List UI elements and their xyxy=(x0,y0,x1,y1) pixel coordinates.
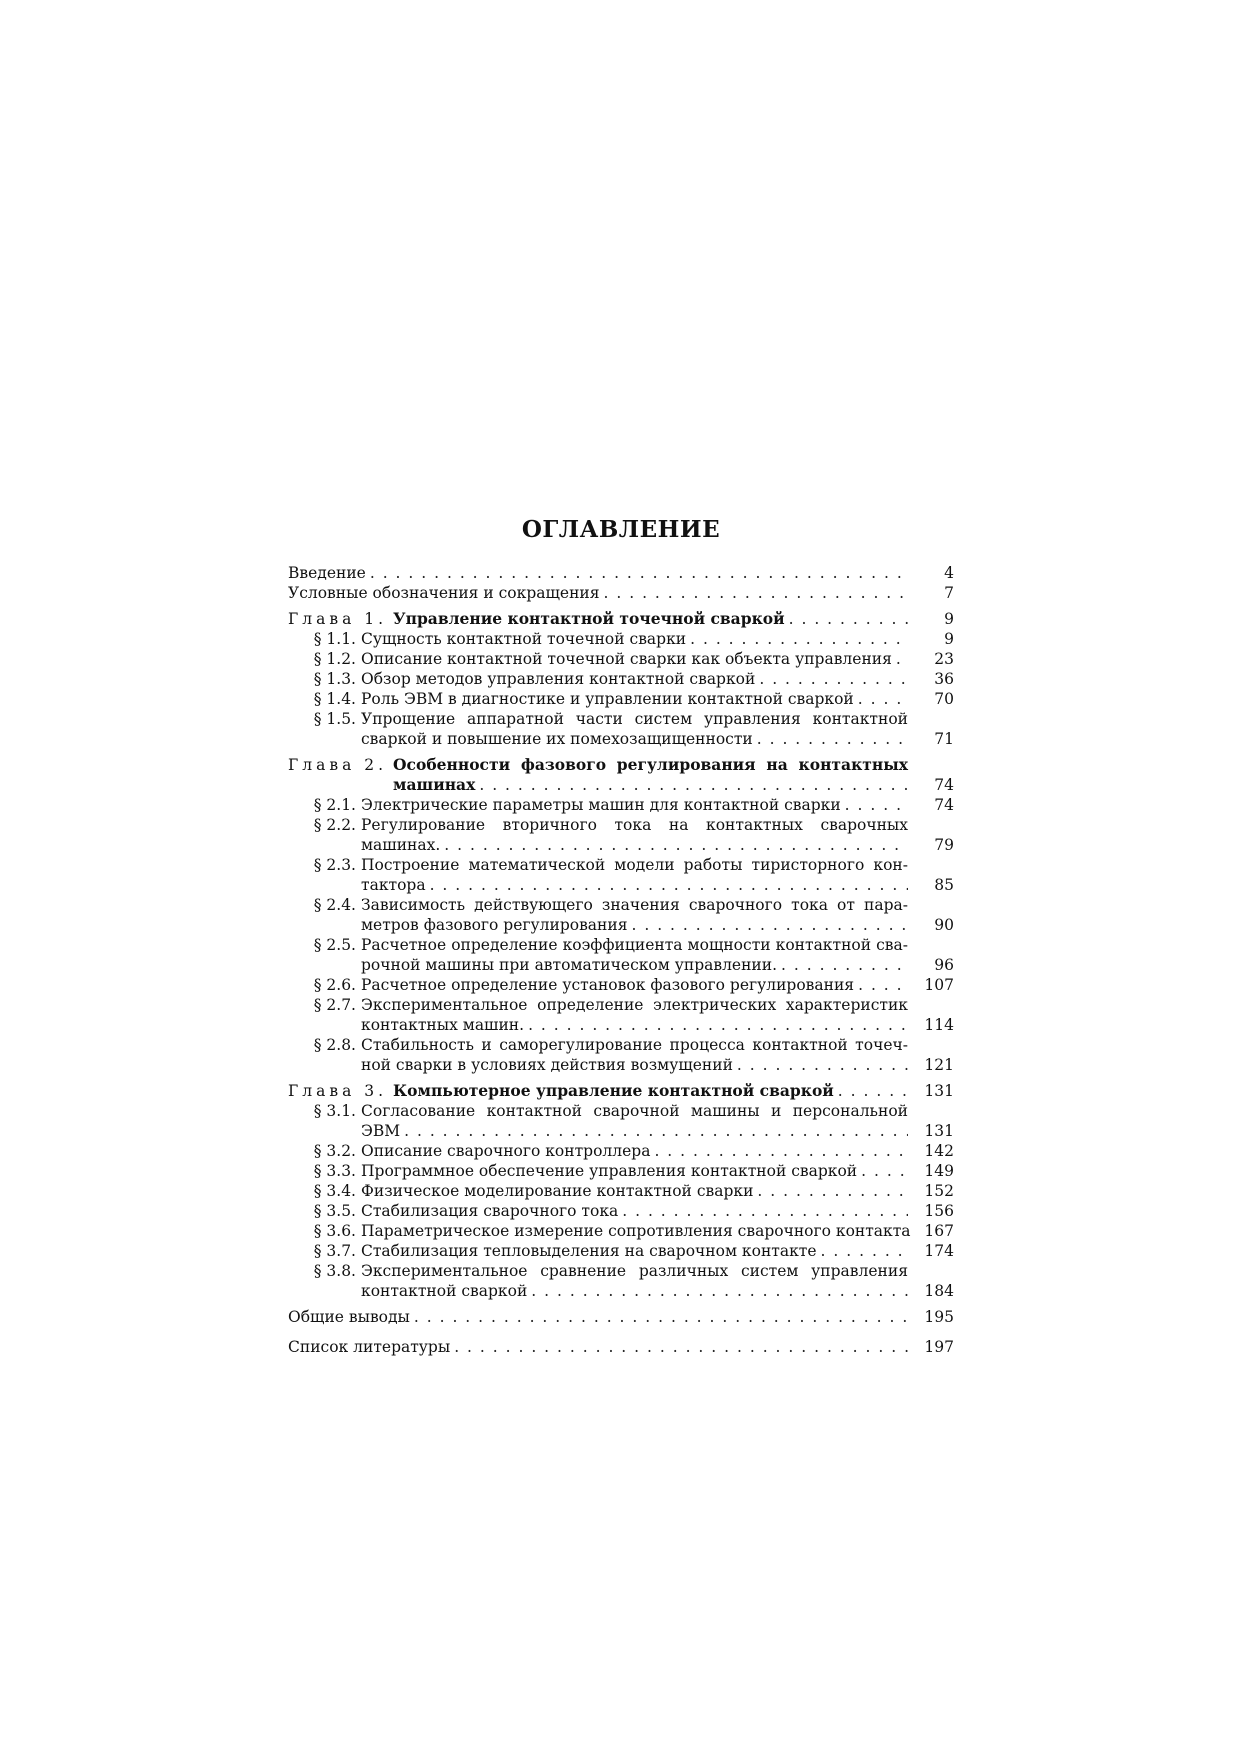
section-title xyxy=(361,855,908,895)
section-page-number: 90 xyxy=(934,916,954,934)
section-number: § 2.3. xyxy=(313,856,356,874)
chapter-entry xyxy=(288,755,954,795)
section-lead xyxy=(310,629,908,649)
section-title xyxy=(361,629,908,649)
section-entry xyxy=(288,815,954,855)
section-number: § 2.5. xyxy=(313,936,356,954)
leader-dots xyxy=(426,875,908,895)
section-title xyxy=(361,1141,908,1161)
section-title-last-line xyxy=(361,649,908,669)
chapter-title-last-line xyxy=(393,1081,908,1101)
section-title-last-line xyxy=(361,875,908,895)
section-number: § 3.2. xyxy=(313,1142,356,1160)
section-lead xyxy=(310,1161,908,1181)
section-entry xyxy=(288,1161,954,1181)
section-page-number: 79 xyxy=(934,836,954,854)
section-entry xyxy=(288,649,954,669)
back-entry-title-last-line xyxy=(288,1337,908,1357)
chapter-page-number: 9 xyxy=(944,610,954,628)
section-page-number: 85 xyxy=(934,876,954,894)
section-lead xyxy=(310,1101,908,1141)
section-title xyxy=(361,1181,908,1201)
section-title-line: контактной сваркой xyxy=(361,1282,528,1300)
section-title-last-line xyxy=(361,975,908,995)
section-title-last-line xyxy=(361,915,908,935)
section-entry xyxy=(288,1241,954,1261)
toc-entries xyxy=(288,563,954,1357)
section-title-line: Построение математической модели работы тиристорного кон- xyxy=(361,856,908,874)
section-page-number: 156 xyxy=(924,1202,954,1220)
back-entry-page-number: 195 xyxy=(924,1308,954,1326)
section-page-number: 74 xyxy=(934,796,954,814)
section-title-line: тактора xyxy=(361,876,426,894)
leader-dots xyxy=(527,1281,908,1301)
section-page-number: 70 xyxy=(934,690,954,708)
leader-dots xyxy=(854,689,908,709)
section-title-line: ЭВМ xyxy=(361,1122,401,1140)
chapter-page-number: 74 xyxy=(934,776,954,794)
section-number: § 3.6. xyxy=(313,1222,356,1240)
section-title xyxy=(361,975,908,995)
section-title xyxy=(361,995,908,1035)
back-entry-lead xyxy=(288,1307,908,1327)
section-lead xyxy=(310,995,908,1035)
section-page-number: 96 xyxy=(934,956,954,974)
section-page-number: 174 xyxy=(924,1242,954,1260)
leader-dots xyxy=(440,835,908,855)
leader-dots xyxy=(410,1307,908,1327)
section-entry xyxy=(288,1101,954,1141)
section-number: § 3.4. xyxy=(313,1182,356,1200)
back-entry-title-line: Общие выводы xyxy=(288,1308,410,1326)
chapter-label: Глава 3. xyxy=(288,1082,388,1100)
section-entry xyxy=(288,795,954,815)
section-page-number: 167 xyxy=(924,1222,954,1240)
section-page-number: 9 xyxy=(944,630,954,648)
section-lead xyxy=(310,1241,908,1261)
section-title xyxy=(361,795,908,815)
back-entry-title-line: Список литературы xyxy=(288,1338,451,1356)
front-entry xyxy=(288,563,954,583)
chapter-label: Глава 2. xyxy=(288,756,388,774)
section-entry xyxy=(288,1261,954,1301)
section-title xyxy=(361,815,908,855)
chapter-lead xyxy=(288,755,908,795)
section-title-last-line xyxy=(361,1281,908,1301)
section-title xyxy=(361,1161,908,1181)
section-title-line: Роль ЭВМ в диагностике и управлении контактной сваркой xyxy=(361,690,854,708)
leader-dots xyxy=(618,1201,908,1221)
leader-dots xyxy=(600,583,908,603)
section-number: § 2.1. xyxy=(313,796,356,814)
front-entry-title xyxy=(288,583,908,603)
section-lead xyxy=(310,1261,908,1301)
section-entry xyxy=(288,895,954,935)
section-title-last-line xyxy=(361,1201,908,1221)
section-title xyxy=(361,935,908,975)
section-title-line: Электрические параметры машин для контактной сварки xyxy=(361,796,841,814)
leader-dots xyxy=(785,609,908,629)
section-page-number: 131 xyxy=(924,1122,954,1140)
leader-dots xyxy=(450,1337,908,1357)
section-lead xyxy=(310,815,908,855)
section-title-line: сваркой и повышение их помехозащищенности xyxy=(361,730,753,748)
section-title-line: Стабилизация тепловыделения на сварочном контакте xyxy=(361,1242,817,1260)
leader-dots xyxy=(686,629,908,649)
chapter-title-line: Управление контактной точечной сваркой xyxy=(393,609,785,628)
leader-dots xyxy=(475,775,908,795)
section-title-line: Экспериментальное сравнение различных систем управления xyxy=(361,1262,908,1280)
section-page-number: 107 xyxy=(924,976,954,994)
section-lead xyxy=(310,689,908,709)
chapter-entry xyxy=(288,1081,954,1101)
section-title-last-line xyxy=(361,669,908,689)
section-title-line: метров фазового регулирования xyxy=(361,916,628,934)
chapter-title xyxy=(393,609,908,629)
section-title-line: Расчетное определение установок фазового регулирования xyxy=(361,976,855,994)
section-title-line: ной сварки в условиях действия возмущений xyxy=(361,1056,733,1074)
section-number: § 2.7. xyxy=(313,996,356,1014)
section-title xyxy=(361,1261,908,1301)
section-page-number: 184 xyxy=(924,1282,954,1300)
front-entry-title-last-line xyxy=(288,563,908,583)
leader-dots xyxy=(627,915,908,935)
section-page-number: 152 xyxy=(924,1182,954,1200)
section-lead xyxy=(310,709,908,749)
section-number: § 3.8. xyxy=(313,1262,356,1280)
section-title xyxy=(361,895,908,935)
leader-dots xyxy=(857,1161,908,1181)
section-title-last-line xyxy=(361,795,908,815)
section-number: § 2.8. xyxy=(313,1036,356,1054)
section-title-line: Программное обеспечение управления контактной сваркой xyxy=(361,1162,858,1180)
section-title xyxy=(361,1101,908,1141)
section-title-line: Упрощение аппаратной части систем управления контактной xyxy=(361,710,908,728)
leader-dots xyxy=(892,649,908,669)
chapter-page-number: 131 xyxy=(924,1082,954,1100)
section-title-last-line xyxy=(361,1121,908,1141)
section-title-last-line xyxy=(361,729,908,749)
section-entry xyxy=(288,629,954,649)
section-entry xyxy=(288,709,954,749)
section-number: § 2.6. xyxy=(313,976,356,994)
section-title-line: Физическое моделирование контактной сварки xyxy=(361,1182,754,1200)
back-entry-lead xyxy=(288,1337,908,1357)
section-number: § 2.2. xyxy=(313,816,356,834)
leader-dots xyxy=(753,1181,908,1201)
section-title-last-line xyxy=(361,1241,908,1261)
chapter-title-line: Компьютерное управление контактной сваркой xyxy=(393,1081,834,1100)
section-title-last-line xyxy=(361,835,908,855)
section-title xyxy=(361,1221,911,1241)
leader-dots xyxy=(733,1055,908,1075)
section-lead xyxy=(310,855,908,895)
section-title-line: рочной машины при автоматическом управлении. xyxy=(361,956,778,974)
leader-dots xyxy=(777,955,908,975)
section-title-last-line xyxy=(361,955,908,975)
section-entry xyxy=(288,995,954,1035)
chapter-title xyxy=(393,755,908,795)
front-entry-title-last-line xyxy=(288,583,908,603)
leader-dots xyxy=(366,563,908,583)
section-title xyxy=(361,669,908,689)
section-number: § 1.4. xyxy=(313,690,356,708)
section-title-line: Сущность контактной точечной сварки xyxy=(361,630,687,648)
leader-dots xyxy=(854,975,908,995)
section-number: § 3.1. xyxy=(313,1102,356,1120)
section-page-number: 71 xyxy=(934,730,954,748)
section-page-number: 36 xyxy=(934,670,954,688)
section-entry xyxy=(288,1221,954,1241)
section-title-last-line xyxy=(361,689,908,709)
leader-dots xyxy=(524,1015,908,1035)
chapter-title xyxy=(393,1081,908,1101)
leader-dots xyxy=(400,1121,908,1141)
section-title xyxy=(361,1241,908,1261)
section-title-line: Регулирование вторичного тока на контактных сварочных xyxy=(361,816,908,834)
section-number: § 3.7. xyxy=(313,1242,356,1260)
section-number: § 1.5. xyxy=(313,710,356,728)
leader-dots xyxy=(650,1141,908,1161)
chapter-title-last-line xyxy=(393,775,908,795)
section-entry xyxy=(288,669,954,689)
leader-dots xyxy=(755,669,908,689)
section-title-line: Согласование контактной сварочной машины и персональной xyxy=(361,1102,908,1120)
table-of-contents xyxy=(288,516,954,1357)
front-entry xyxy=(288,583,954,603)
chapter-title-last-line xyxy=(393,609,908,629)
section-entry xyxy=(288,855,954,895)
section-lead xyxy=(310,1035,908,1075)
section-lead xyxy=(310,975,908,995)
section-number: § 1.3. xyxy=(313,670,356,688)
section-title-line: Расчетное определение коэффициента мощности контактной сва- xyxy=(361,936,908,954)
section-page-number: 114 xyxy=(924,1016,954,1034)
section-lead xyxy=(310,649,908,669)
back-entry xyxy=(288,1337,954,1357)
chapter-lead xyxy=(288,1081,908,1101)
section-number: § 1.2. xyxy=(313,650,356,668)
front-entry-title-line: Условные обозначения и сокращения xyxy=(288,584,600,602)
section-entry xyxy=(288,1141,954,1161)
page-title: ОГЛАВЛЕНИЕ xyxy=(521,516,721,543)
back-entry-title-last-line xyxy=(288,1307,908,1327)
section-title-line: Описание контактной точечной сварки как объекта управления xyxy=(361,650,892,668)
section-page-number: 23 xyxy=(934,650,954,668)
section-title-line: Стабилизация сварочного тока xyxy=(361,1202,619,1220)
section-entry xyxy=(288,689,954,709)
section-lead xyxy=(310,795,908,815)
section-title-line: Параметрическое измерение сопротивления сварочного контакта xyxy=(361,1222,911,1240)
section-number: § 3.3. xyxy=(313,1162,356,1180)
section-lead xyxy=(310,895,908,935)
section-title-last-line xyxy=(361,1161,908,1181)
front-entry-page-number: 7 xyxy=(944,584,954,602)
leader-dots xyxy=(834,1081,908,1101)
section-title-last-line xyxy=(361,629,908,649)
section-title-last-line xyxy=(361,1181,908,1201)
section-title-line: машинах. xyxy=(361,836,441,854)
section-page-number: 142 xyxy=(924,1142,954,1160)
section-entry xyxy=(288,1181,954,1201)
section-title xyxy=(361,689,908,709)
leader-dots xyxy=(753,729,908,749)
section-page-number: 149 xyxy=(924,1162,954,1180)
section-entry xyxy=(288,1201,954,1221)
section-lead xyxy=(310,1201,908,1221)
chapter-label: Глава 1. xyxy=(288,610,388,628)
chapter-entry xyxy=(288,609,954,629)
section-title-line: Стабильность и саморегулирование процесса контактной точеч- xyxy=(361,1036,908,1054)
back-entry-title xyxy=(288,1337,908,1357)
section-title xyxy=(361,649,908,669)
front-entry-page-number: 4 xyxy=(944,564,954,582)
section-lead xyxy=(310,1141,908,1161)
section-title xyxy=(361,1035,908,1075)
front-entry-lead xyxy=(288,563,908,583)
section-title-last-line xyxy=(361,1141,908,1161)
front-entry-lead xyxy=(288,583,908,603)
section-entry xyxy=(288,935,954,975)
front-entry-title xyxy=(288,563,908,583)
section-number: § 1.1. xyxy=(313,630,356,648)
section-lead xyxy=(310,1221,911,1241)
section-number: § 3.5. xyxy=(313,1202,356,1220)
chapter-title-line: Особенности фазового регулирования на контактных xyxy=(393,755,908,774)
section-page-number: 121 xyxy=(924,1056,954,1074)
section-title-last-line xyxy=(361,1015,908,1035)
front-entry-title-line: Введение xyxy=(288,564,366,582)
section-lead xyxy=(310,1181,908,1201)
section-title-line: Описание сварочного контроллера xyxy=(361,1142,651,1160)
section-title-line: Обзор методов управления контактной сваркой xyxy=(361,670,756,688)
section-title-line: контактных машин. xyxy=(361,1016,525,1034)
leader-dots xyxy=(841,795,908,815)
section-title-last-line xyxy=(361,1221,911,1241)
chapter-title-line: машинах xyxy=(393,775,476,794)
section-lead xyxy=(310,669,908,689)
back-entry-page-number: 197 xyxy=(924,1338,954,1356)
section-entry xyxy=(288,975,954,995)
section-number: § 2.4. xyxy=(313,896,356,914)
section-title xyxy=(361,1201,908,1221)
section-entry xyxy=(288,1035,954,1075)
section-title-line: Зависимость действующего значения сварочного тока от пара- xyxy=(361,896,908,914)
back-entry xyxy=(288,1307,954,1327)
back-entry-title xyxy=(288,1307,908,1327)
section-lead xyxy=(310,935,908,975)
section-title-last-line xyxy=(361,1055,908,1075)
chapter-lead xyxy=(288,609,908,629)
section-title xyxy=(361,709,908,749)
section-title-line: Экспериментальное определение электрических характеристик xyxy=(361,996,908,1014)
leader-dots xyxy=(817,1241,908,1261)
